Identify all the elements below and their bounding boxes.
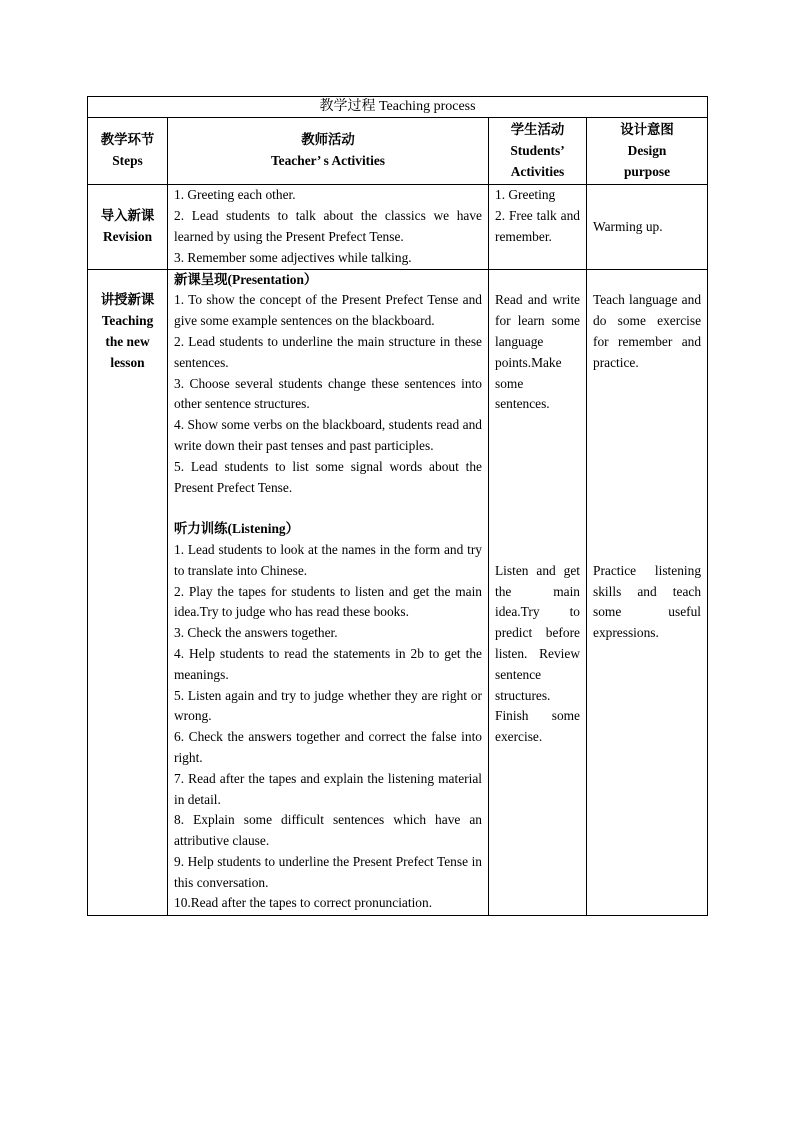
teaching-step-en1: Teaching	[101, 313, 154, 329]
presentation-item: 3. Choose several students change these sentences into other sentence structures.	[174, 375, 482, 412]
presentation-design-text: Teach language and do some exercise for remember and practice.	[593, 292, 702, 370]
teaching-teacher-cell	[168, 269, 489, 916]
teaching-students-cell	[489, 269, 587, 916]
teacher-header-cn: 教师活动	[301, 132, 355, 148]
teacher-header	[168, 118, 489, 185]
revision-design-text: Warming up.	[593, 218, 663, 234]
teaching-step-en2: the new	[105, 333, 150, 349]
design-header-en2: purpose	[623, 163, 671, 179]
teaching-step-en3: lesson	[110, 354, 145, 370]
listening-item: 1. Lead students to look at the names in the form and try to translate into Chinese.	[174, 541, 482, 578]
listening-item: 2. Play the tapes for students to listen and get the main idea.Try to judge who has read these books.	[174, 583, 482, 620]
students-header-en2: Activities	[510, 163, 565, 179]
revision-teacher-item: 3. Remember some adjectives while talking.	[174, 249, 412, 265]
title-row	[88, 97, 708, 118]
listening-item: 9. Help students to underline the Present Prefect Tense in this conversation.	[174, 853, 482, 890]
listening-students-text: Listen and get the main idea.Try to predict before listen. Review sentence structures. Finish some exercise.	[495, 562, 580, 745]
students-header-cn: 学生活动	[510, 122, 565, 137]
revision-step	[88, 185, 168, 269]
listening-item: 7. Read after the tapes and explain the listening material in detail.	[174, 770, 482, 807]
revision-step-cn: 导入新课	[100, 208, 155, 224]
teaching-row	[88, 269, 708, 916]
presentation-item: 5. Lead students to list some signal words about the Present Prefect Tense.	[174, 458, 482, 495]
design-header-cn: 设计意图	[620, 122, 674, 137]
teacher-header-en: Teacher’ s Activities	[270, 153, 386, 169]
design-header-en1: Design	[627, 142, 667, 158]
listening-item: 6. Check the answers together and correct the false into right.	[174, 729, 482, 765]
presentation-students-text: Read and write for learn some language points.Make some sentences.	[495, 292, 580, 412]
revision-students-item: 1. Greeting	[495, 187, 556, 203]
teaching-design-cell	[587, 269, 708, 916]
revision-teacher-item: 1. Greeting each other.	[174, 187, 296, 203]
presentation-item: 2. Lead students to underline the main structure in these sentences.	[174, 333, 482, 370]
listening-item: 8. Explain some difficult sentences which have an attributive clause.	[174, 812, 482, 849]
presentation-title: 新课呈现(Presentation）	[174, 271, 318, 287]
revision-row	[88, 185, 708, 269]
steps-header-en: Steps	[112, 153, 143, 169]
revision-students-item: 2. Free talk and remember.	[495, 208, 580, 244]
teaching-step-cn: 讲授新课	[100, 292, 155, 308]
revision-step-en: Revision	[102, 228, 153, 244]
listening-item: 5. Listen again and try to judge whether they are right or wrong.	[174, 687, 482, 724]
revision-students-cell	[489, 185, 587, 269]
listening-item: 3. Check the answers together.	[174, 625, 338, 641]
table-title: 教学过程 Teaching process	[88, 97, 708, 118]
section-gap	[174, 498, 482, 519]
students-header-en1: Students’	[510, 142, 565, 158]
teaching-step	[88, 269, 168, 916]
design-header	[587, 118, 708, 185]
teaching-process-table	[87, 96, 708, 916]
revision-design-cell	[587, 185, 708, 269]
revision-teacher-item: 2. Lead students to talk about the classics we have learned by using the Present Prefect Tense.	[174, 208, 482, 244]
listening-item: 4. Help students to read the statements in 2b to get the meanings.	[174, 645, 482, 682]
presentation-item: 1. To show the concept of the Present Prefect Tense and give some example sentences on the blackboard.	[174, 292, 482, 329]
revision-teacher-cell	[168, 185, 489, 269]
listening-item: 10.Read after the tapes to correct pronunciation.	[174, 895, 433, 911]
header-row	[88, 118, 708, 185]
presentation-item: 4. Show some verbs on the blackboard, students read and write down their past tenses and past participles.	[174, 417, 482, 453]
steps-header	[88, 118, 168, 185]
students-header	[489, 118, 587, 185]
listening-title: 听力训练(Listening）	[174, 521, 299, 537]
listening-design-text: Practice listening skills and teach some useful expressions.	[593, 562, 702, 641]
steps-header-cn: 教学环节	[100, 132, 155, 148]
